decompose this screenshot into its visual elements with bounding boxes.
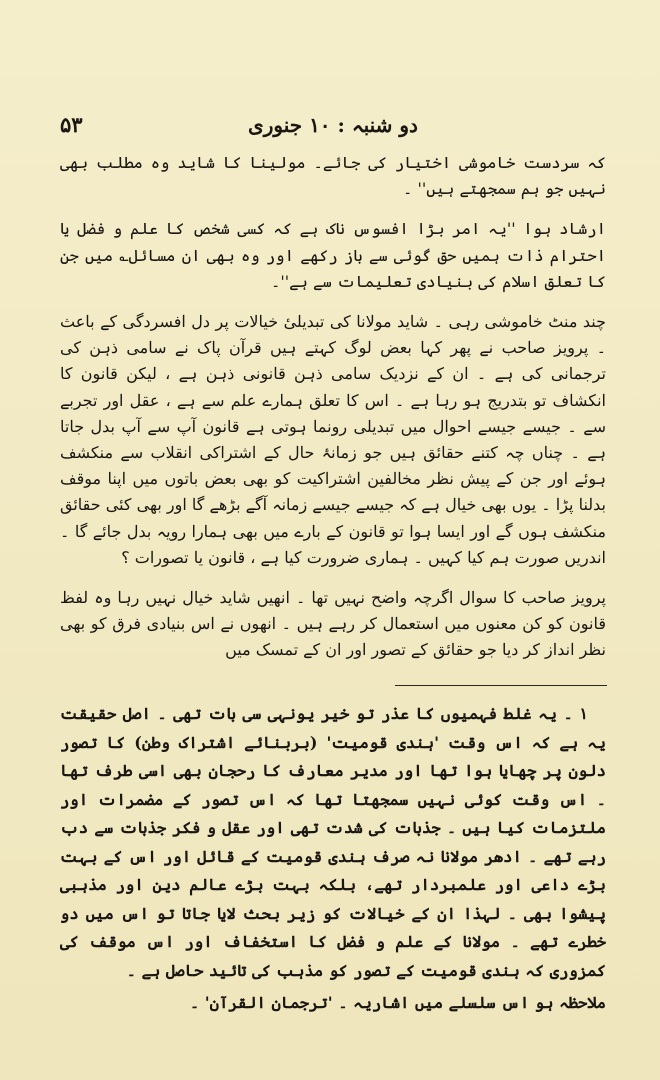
- page-number: ۵۳: [60, 112, 83, 137]
- paragraph: پرویز صاحب کا سوال اگرچہ واضح نہیں تھا ۔ انھیں شاید خیال نہیں رہا وہ لفظ قانون کو کن معنوں میں استعمال کر رہے ہیں ۔ انھوں نے اس بنیادی فرق کو بھی نظر انداز کر دیا جو حقائق کے تصور اور ان کے تمسک میں: [60, 588, 607, 660]
- footnote: [60, 700, 606, 1022]
- paragraph: چند منٹ خاموشی رہی ۔ شاید مولانا کی تبدیلیٔ خیالات پر دل افسردگی کے باعث ۔ پرویز صاحب نے پھر کہا بعض لوگ کہتے ہیں قرآن پاک نے سامی ذہن کی ترجمانی کی ہے ۔ ان کے نزدیک سامی ذہن قانونی ذہن ہے ، لیکن قانون کا انکشاف تو بتدریج ہو رہا ہے ۔ اس کا تعلق ہمارے علم سے ہے ، عقل اور تجربے سے ۔ جیسے جیسے احوال میں تبدیلی رونما ہوتی ہے قانون آپ سے آپ بدل جاتا ہے ۔ چناں چہ کتنے حقائق ہیں جو زمانۂ حال کے اشتراکی انقلاب سے منکشف ہوئے اور جن کے پیش نظر مخالفین اشتراکیت کو بھی بعض باتوں میں اپنا موقف بدلنا پڑا ۔ یوں بھی خیال ہے کہ جیسے جیسے زمانہ آگے بڑھے گا اور بھی کئی حقائق منکشف ہوں گے اور ایسا ہوا تو قانون کے بارے میں بھی ہمارا رویہ بدل جائے گا ۔ اندریں صورت ہم کیا کہیں ۔ ہماری ضرورت کیا ہے ، قانون یا تصورات ؟: [60, 312, 607, 567]
- paragraph: کہ سردست خاموشی اختیار کی جائے۔ مولینا کا شاید وہ مطلب بھی نہیں جو ہم سمجھتے ہیں'' ۔: [60, 153, 606, 199]
- footnote-reference: ملاحظہ ہو اس سلسلے میں اشاریہ ۔ 'ترجمان القرآن' ۔: [189, 993, 606, 1012]
- page-header: [60, 108, 606, 142]
- main-text: [60, 150, 606, 678]
- running-head: دو شنبہ : ۱۰ جنوری: [248, 113, 418, 137]
- footnote-text: یہ غلط فہمیوں کا عذر تو خیر یونہی سی بات تھی ۔ اصل حقیقت یہ ہے کہ اس وقت 'ہندی قومیت' (بربنائے اشتراک وطن) کا تصور دلون پر چھایا ہوا تھا اور مدیر معارف کا رحجان بھی اسی طرف تھا ۔ اس وقت کوئی نہیں سمجھتا تھا کہ اس تصور کے مضمرات اور ملتزمات کیا ہیں ۔ جذبات کی شدت تھی اور عقل و فکر جذبات سے دب رہے تھے ۔ ادھر مولانا نہ صرف ہندی قومیت کے قائل اور اس کے بہت بڑے داعی اور علمبردار تھے، بلکہ بہت بڑے عالم دین اور مذہبی پیشوا بھی ۔ لہذا ان کے خیالات کو زیر بحث لایا جاتا تو اس میں دو خطرے تھے ۔ مولانا کے علم و فضل کا استخفاف اور اس موقف کی کمزوری کہ ہندی قومیت کے تصور کو مذہب کی تائید حاصل ہے ۔: [60, 704, 606, 980]
- footnote-marker: ۱: [579, 704, 589, 723]
- paragraph: ارشاد ہوا ''یہ امر بڑا افسوس ناک ہے کہ کسی شخص کا علم و فضل یا احترام ذات ہمیں حق گوئی سے باز رکھے اور وہ بھی ان مسائل؎ میں جن کا تعلق اسلام کی بنیادی تعلیمات سے ہے''۔: [60, 219, 606, 291]
- footnote-paragraph: ۱ ۔ یہ غلط فہمیوں کا عذر تو خیر یونہی سی بات تھی ۔ اصل حقیقت یہ ہے کہ اس وقت 'ہندی قومیت' (بربنائے اشتراک وطن) کا تصور دلون پر چھایا ہوا تھا اور مدیر معارف کا رحجان بھی اسی طرف تھا ۔ اس وقت کوئی نہیں سمجھتا تھا کہ اس تصور کے مضمرات اور ملتزمات کیا ہیں ۔ جذبات کی شدت تھی اور عقل و فکر جذبات سے دب رہے تھے ۔ ادھر مولانا نہ صرف ہندی قومیت کے قائل اور اس کے بہت بڑے داعی اور علمبردار تھے، بلکہ بہت بڑے عالم دین اور مذہبی پیشوا بھی ۔ لہذا ان کے خیالات کو زیر بحث لایا جاتا تو اس میں دو خطرے تھے ۔ مولانا کے علم و فضل کا استخفاف اور اس موقف کی کمزوری کہ ہندی قومیت کے تصور کو مذہب کی تائید حاصل ہے ۔: [60, 704, 606, 980]
- footnote-rule: [395, 685, 607, 686]
